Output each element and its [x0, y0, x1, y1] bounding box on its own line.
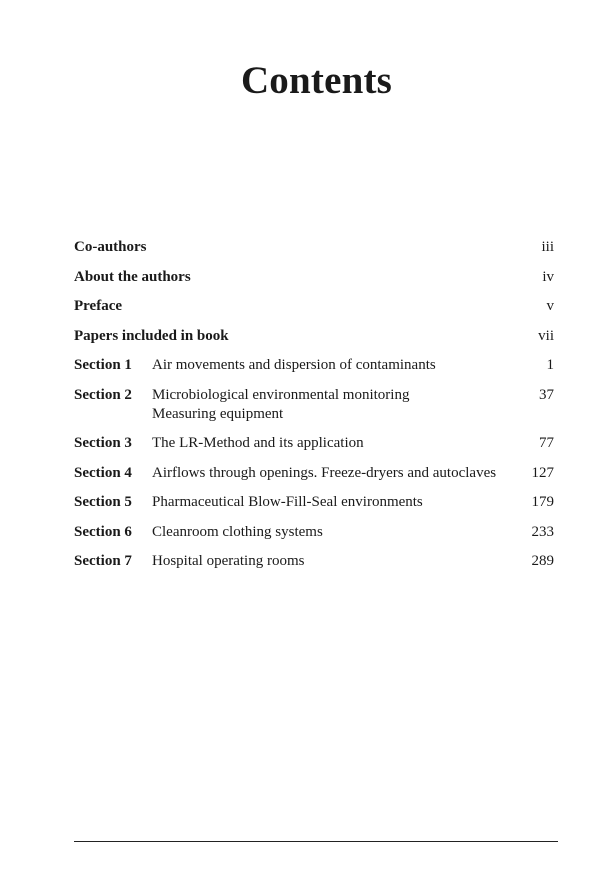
section-title-line: The LR-Method and its application	[152, 435, 364, 451]
page-title: Contents	[240, 59, 393, 102]
footer-rule	[74, 841, 558, 842]
section-title-line: Air movements and dispersion of contaminants	[152, 357, 436, 373]
section-label: Section 1	[74, 357, 132, 373]
toc-entry-section-7[interactable]	[74, 552, 554, 571]
toc-page-number: 289	[531, 553, 554, 569]
toc-page-number: 179	[531, 494, 554, 510]
section-title-line: Microbiological environmental monitoring	[152, 386, 410, 403]
toc-page-number: 127	[531, 464, 554, 481]
toc-page-number: iii	[541, 239, 554, 255]
toc-entry-section-4[interactable]	[74, 464, 554, 483]
section-title	[152, 523, 514, 542]
section-title	[152, 356, 514, 375]
toc-page-number: 77	[539, 435, 554, 451]
toc-entry-section-5[interactable]	[74, 493, 554, 512]
section-title	[152, 434, 514, 453]
section-label: Section 5	[74, 494, 132, 510]
toc-page-number: 37	[539, 386, 554, 403]
toc-page-number: vii	[538, 327, 554, 344]
section-title	[152, 493, 514, 512]
section-label: Section 2	[74, 386, 132, 403]
toc-entry-label: Papers included in book	[74, 327, 229, 344]
toc-entry-papers-included[interactable]	[74, 327, 554, 346]
toc-entry-co-authors[interactable]	[74, 238, 554, 257]
section-title	[152, 464, 514, 483]
section-title	[152, 386, 514, 424]
toc-page-number: 1	[546, 357, 554, 373]
table-of-contents	[74, 238, 554, 582]
section-title-line: Pharmaceutical Blow-Fill-Seal environments	[152, 494, 423, 510]
toc-page-number: 233	[531, 523, 554, 540]
toc-entry-preface[interactable]	[74, 297, 554, 316]
toc-entry-section-6[interactable]	[74, 523, 554, 542]
section-label: Section 3	[74, 435, 132, 451]
toc-entry-section-2[interactable]	[74, 386, 554, 424]
toc-page-number: iv	[542, 268, 554, 285]
toc-entry-about-the-authors[interactable]	[74, 268, 554, 287]
section-title-line: Cleanroom clothing systems	[152, 523, 323, 540]
toc-entry-label: About the authors	[74, 268, 191, 285]
toc-entry-label: Co-authors	[74, 239, 147, 255]
section-title-line: Airflows through openings. Freeze-dryers and autoclaves	[152, 464, 497, 481]
section-title	[152, 552, 514, 571]
section-label: Section 7	[74, 553, 132, 569]
section-subtitle-line: Measuring equipment	[152, 405, 284, 422]
toc-entry-section-3[interactable]	[74, 434, 554, 453]
toc-page-number: v	[546, 298, 554, 314]
toc-entry-section-1[interactable]	[74, 356, 554, 375]
section-title-line: Hospital operating rooms	[152, 553, 305, 569]
section-label: Section 6	[74, 523, 132, 540]
toc-entry-label: Preface	[74, 298, 123, 314]
section-label: Section 4	[74, 464, 132, 481]
